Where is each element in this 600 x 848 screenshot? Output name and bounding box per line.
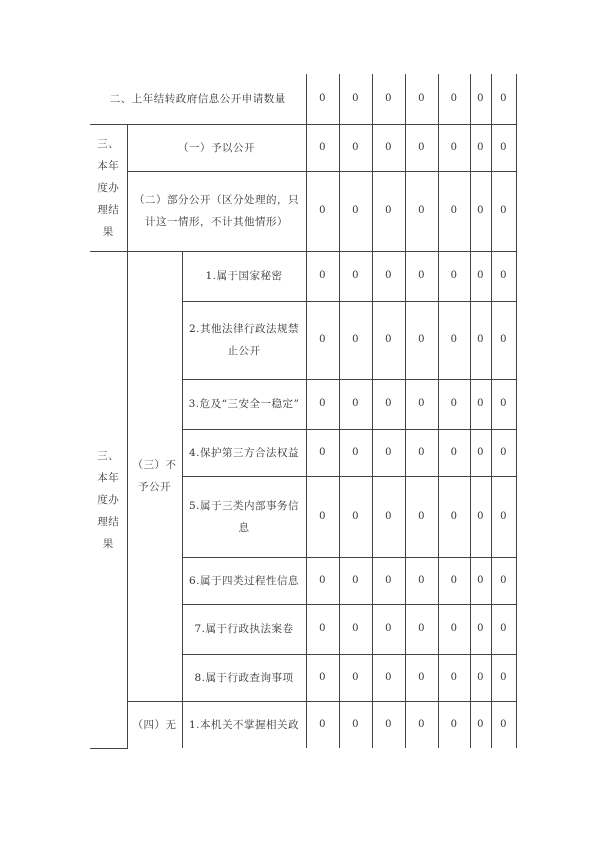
value-cell: 0	[306, 557, 339, 604]
value-cell: 0	[306, 379, 339, 429]
table-row	[90, 251, 516, 301]
value-cell: 0	[491, 701, 516, 748]
value-cell: 0	[339, 74, 372, 124]
value-cell: 0	[438, 654, 470, 701]
value-cell: 0	[470, 171, 491, 251]
value-cell: 0	[470, 124, 491, 171]
row-label: 2.其他法律行政法规禁止公开	[182, 301, 306, 379]
value-cell: 0	[339, 429, 372, 476]
value-cell: 0	[470, 654, 491, 701]
value-cell: 0	[372, 171, 405, 251]
value-cell: 0	[438, 557, 470, 604]
value-cell: 0	[470, 251, 491, 301]
value-cell: 0	[470, 301, 491, 379]
value-cell: 0	[372, 124, 405, 171]
value-cell: 0	[491, 171, 516, 251]
value-cell: 0	[339, 557, 372, 604]
row-label: 1.属于国家秘密	[182, 251, 306, 301]
value-cell: 0	[372, 654, 405, 701]
value-cell: 0	[339, 301, 372, 379]
value-cell: 0	[372, 701, 405, 748]
value-cell: 0	[405, 74, 438, 124]
value-cell: 0	[491, 604, 516, 654]
value-cell: 0	[470, 74, 491, 124]
section-label: 三、本年度办理结果	[90, 251, 127, 748]
value-cell: 0	[306, 124, 339, 171]
value-cell: 0	[438, 604, 470, 654]
value-cell: 0	[372, 557, 405, 604]
value-cell: 0	[491, 476, 516, 557]
value-cell: 0	[405, 379, 438, 429]
value-cell: 0	[405, 171, 438, 251]
value-cell: 0	[438, 171, 470, 251]
value-cell: 0	[470, 476, 491, 557]
value-cell: 0	[438, 701, 470, 748]
value-cell: 0	[339, 379, 372, 429]
value-cell: 0	[306, 476, 339, 557]
value-cell: 0	[491, 301, 516, 379]
value-cell: 0	[339, 171, 372, 251]
value-cell: 0	[306, 604, 339, 654]
table-row	[90, 74, 516, 124]
row-label: （一）予以公开	[127, 124, 306, 171]
value-cell: 0	[339, 476, 372, 557]
table-row	[90, 171, 516, 251]
value-cell: 0	[372, 429, 405, 476]
row-label: 5.属于三类内部事务信息	[182, 476, 306, 557]
value-cell: 0	[405, 429, 438, 476]
value-cell: 0	[306, 701, 339, 748]
value-cell: 0	[438, 301, 470, 379]
value-cell: 0	[405, 654, 438, 701]
value-cell: 0	[438, 379, 470, 429]
section-label: 三、本年度办理结果	[90, 124, 127, 251]
value-cell: 0	[405, 604, 438, 654]
value-cell: 0	[372, 301, 405, 379]
value-cell: 0	[438, 251, 470, 301]
value-cell: 0	[306, 429, 339, 476]
value-cell: 0	[372, 379, 405, 429]
value-cell: 0	[306, 251, 339, 301]
value-cell: 0	[470, 379, 491, 429]
value-cell: 0	[491, 124, 516, 171]
subsection-label: （三）不予公开	[127, 251, 182, 701]
value-cell: 0	[491, 379, 516, 429]
value-cell: 0	[470, 701, 491, 748]
value-cell: 0	[438, 74, 470, 124]
value-cell: 0	[470, 429, 491, 476]
value-cell: 0	[438, 476, 470, 557]
value-cell: 0	[339, 604, 372, 654]
row-label: 4.保护第三方合法权益	[182, 429, 306, 476]
value-cell: 0	[405, 124, 438, 171]
subsection-label: （四）无	[127, 701, 182, 748]
value-cell: 0	[372, 604, 405, 654]
value-cell: 0	[372, 74, 405, 124]
disclosure-table	[90, 74, 516, 749]
value-cell: 0	[306, 74, 339, 124]
value-cell: 0	[372, 251, 405, 301]
value-cell: 0	[491, 429, 516, 476]
row-label: 二、上年结转政府信息公开申请数量	[90, 74, 306, 124]
table-row	[90, 701, 516, 748]
value-cell: 0	[339, 701, 372, 748]
value-cell: 0	[306, 301, 339, 379]
row-label: 1.本机关不掌握相关政	[182, 701, 306, 748]
row-label: 6.属于四类过程性信息	[182, 557, 306, 604]
row-label: 7.属于行政执法案卷	[182, 604, 306, 654]
value-cell: 0	[405, 557, 438, 604]
value-cell: 0	[491, 251, 516, 301]
value-cell: 0	[405, 701, 438, 748]
value-cell: 0	[491, 74, 516, 124]
table-row	[90, 124, 516, 171]
value-cell: 0	[438, 124, 470, 171]
value-cell: 0	[405, 251, 438, 301]
row-label: 8.属于行政查询事项	[182, 654, 306, 701]
value-cell: 0	[438, 429, 470, 476]
value-cell: 0	[470, 604, 491, 654]
value-cell: 0	[339, 251, 372, 301]
value-cell: 0	[470, 557, 491, 604]
value-cell: 0	[491, 557, 516, 604]
value-cell: 0	[339, 124, 372, 171]
value-cell: 0	[491, 654, 516, 701]
row-label: 3.危及“三安全一稳定”	[182, 379, 306, 429]
value-cell: 0	[405, 301, 438, 379]
value-cell: 0	[339, 654, 372, 701]
row-label: （二）部分公开（区分处理的，只计这一情形，不计其他情形）	[127, 171, 306, 251]
value-cell: 0	[372, 476, 405, 557]
value-cell: 0	[306, 654, 339, 701]
value-cell: 0	[306, 171, 339, 251]
value-cell: 0	[405, 476, 438, 557]
